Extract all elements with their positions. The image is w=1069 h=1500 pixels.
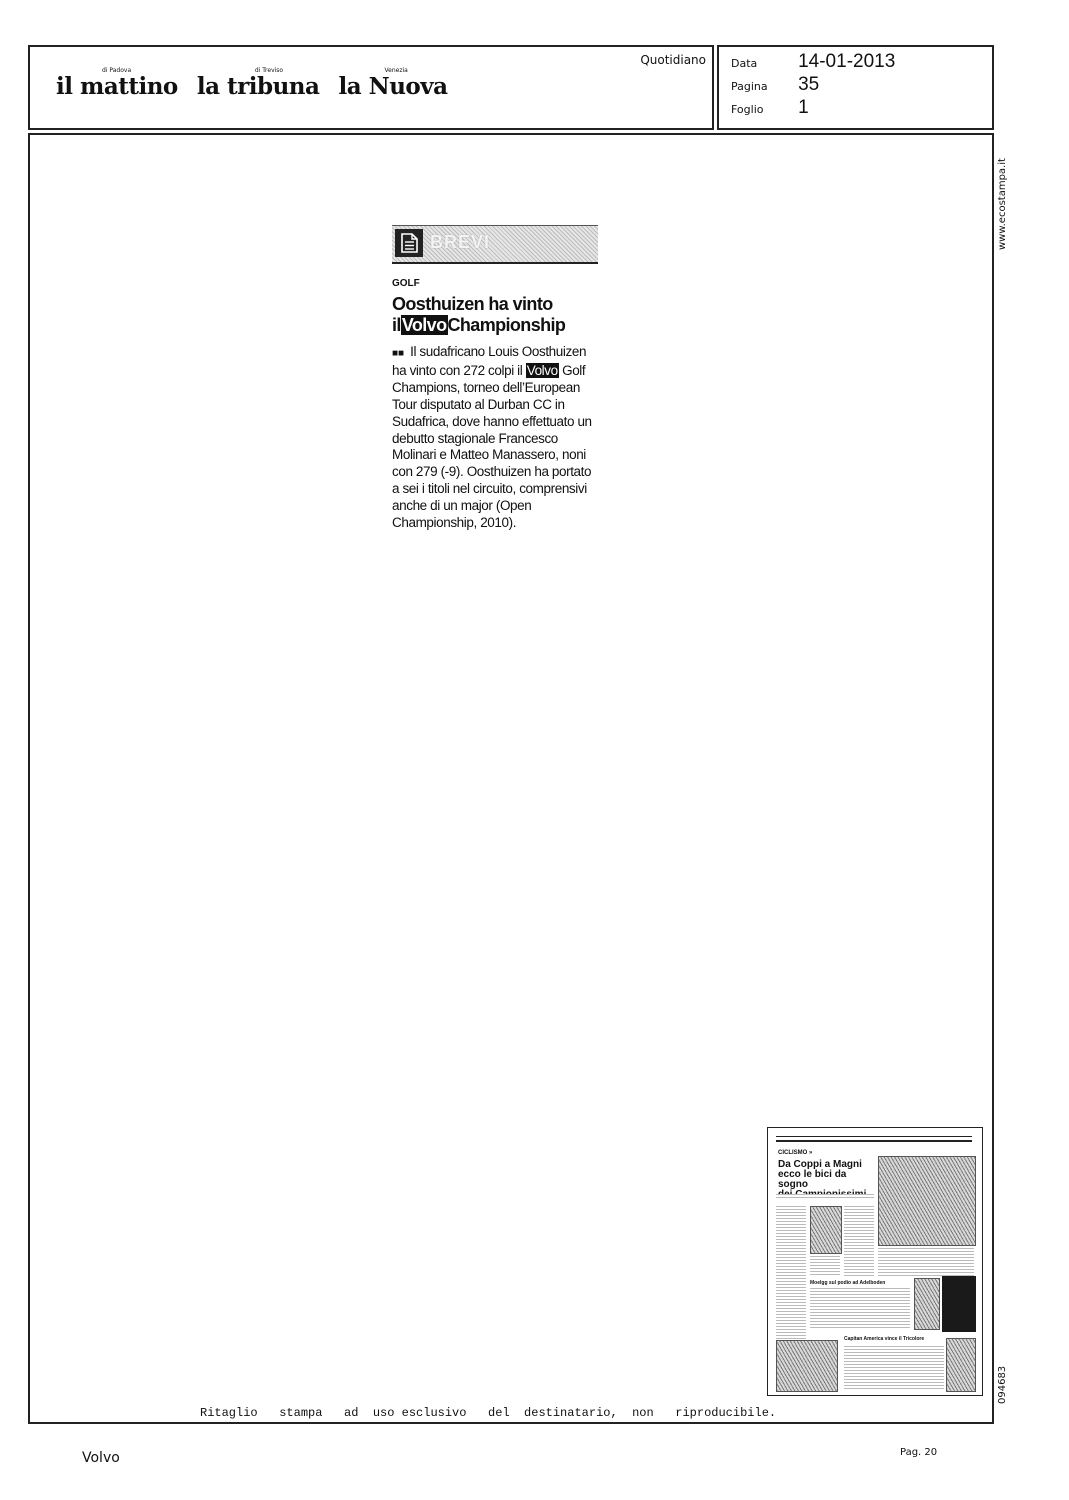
brevi-header xyxy=(392,225,598,264)
sheet-row xyxy=(731,97,809,119)
date-row xyxy=(731,51,895,73)
side-code: 094683 xyxy=(997,1365,1008,1404)
client-name: Volvo xyxy=(82,1450,120,1466)
sheet-label: Foglio xyxy=(731,103,764,116)
article-body: ■■ Il sudafricano Louis Oosthuizen ha vinto con 272 colpi il Volvo Golf Champions, torneo dell’European Tour disputato al Durban CC in Sudafrica, dove hanno effettuato un debutto stagionale Francesco Molinari e Matteo Manassero, noni con 279 (-9). Oosthuizen ha portato a sei i titoli nel circuito, comprensivi anche di un major (Open Championship, 2010). xyxy=(392,344,592,531)
thumb-kicker: CICLISMO » xyxy=(778,1150,813,1156)
clipping-disclaimer: Ritaglio stampa ad uso esclusivo del destinatario, non riproducibile. xyxy=(200,1406,777,1420)
masthead-box xyxy=(28,45,714,130)
brevi-title: BREVI xyxy=(430,232,491,252)
side-url: www.ecostampa.it xyxy=(997,158,1008,250)
thumb-photo-bottom xyxy=(776,1340,838,1392)
publication-type: Quotidiano xyxy=(640,53,706,67)
page-number: Pag. 20 xyxy=(900,1447,938,1458)
thumb-photo-main xyxy=(878,1156,976,1246)
logo-la-nuova: Venezia la Nuova xyxy=(338,67,448,100)
logo-la-tribuna: di Treviso la tribuna xyxy=(196,67,320,100)
article xyxy=(392,225,598,532)
headline-highlight: Volvo xyxy=(401,315,447,335)
page-thumbnail xyxy=(767,1127,983,1396)
bullet-marker: ■■ xyxy=(392,348,405,359)
page-label: Pagina xyxy=(731,80,768,93)
headline: Oosthuizen ha vinto ilVolvoChampionship xyxy=(392,294,566,335)
document-icon xyxy=(395,229,423,257)
logo-il-mattino: di Padova il mattino xyxy=(56,67,178,100)
body-highlight: Volvo xyxy=(526,362,558,378)
thumb-sub1: Moelgg sul podio ad Adelboden xyxy=(810,1280,886,1286)
sheet-value: 1 xyxy=(798,97,809,118)
thumb-headline: Da Coppi a Magni ecco le bici da sogno xyxy=(778,1159,862,1190)
metadata-box xyxy=(717,45,994,130)
thumb-photo-small xyxy=(810,1206,842,1254)
date-value: 14-01-2013 xyxy=(798,51,896,72)
page-row xyxy=(731,74,819,96)
thumb-dark-box xyxy=(942,1276,976,1332)
page-value: 35 xyxy=(798,74,820,95)
date-label: Data xyxy=(731,57,758,70)
thumb-sub2: Capitan America vince il Tricolore xyxy=(844,1336,925,1342)
section-label: GOLF xyxy=(392,278,420,289)
newspaper-logos xyxy=(56,67,462,100)
